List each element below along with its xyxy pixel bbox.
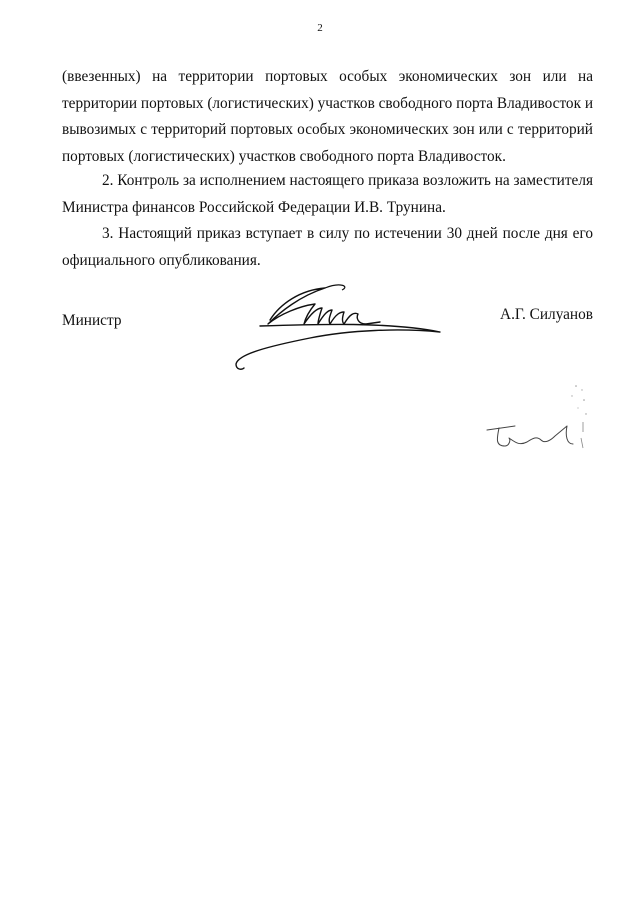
handwritten-signature	[230, 284, 450, 384]
handwritten-initials	[475, 412, 595, 462]
signer-title: Министр	[62, 312, 122, 329]
paragraph-2	[62, 168, 593, 221]
signature-block	[62, 306, 593, 396]
paragraph-line: вывозимых с территорий портовых особых экономических зон или с территорий	[62, 121, 593, 138]
paragraph-line: портовых (логистических) участков свободного порта Владивосток.	[62, 147, 506, 165]
paragraph-1	[62, 64, 593, 170]
paragraph-line: 3. Настоящий приказ вступает в силу по истечении 30 дней после дня его	[102, 225, 593, 242]
paragraph-line: (ввезенных) на территории портовых особых экономических зон или на	[62, 68, 593, 85]
paragraph-line: Министра финансов Российской Федерации И.В. Трунина.	[62, 198, 446, 216]
paragraph-line: официального опубликования.	[62, 251, 261, 269]
signer-name: А.Г. Силуанов	[500, 306, 593, 323]
page-number: 2	[317, 22, 323, 34]
paragraph-3	[62, 221, 593, 274]
paragraph-line: территории портовых (логистических) участков свободного порта Владивосток и	[62, 94, 594, 112]
paragraph-line: 2. Контроль за исполнением настоящего приказа возложить на заместителя	[102, 172, 593, 189]
